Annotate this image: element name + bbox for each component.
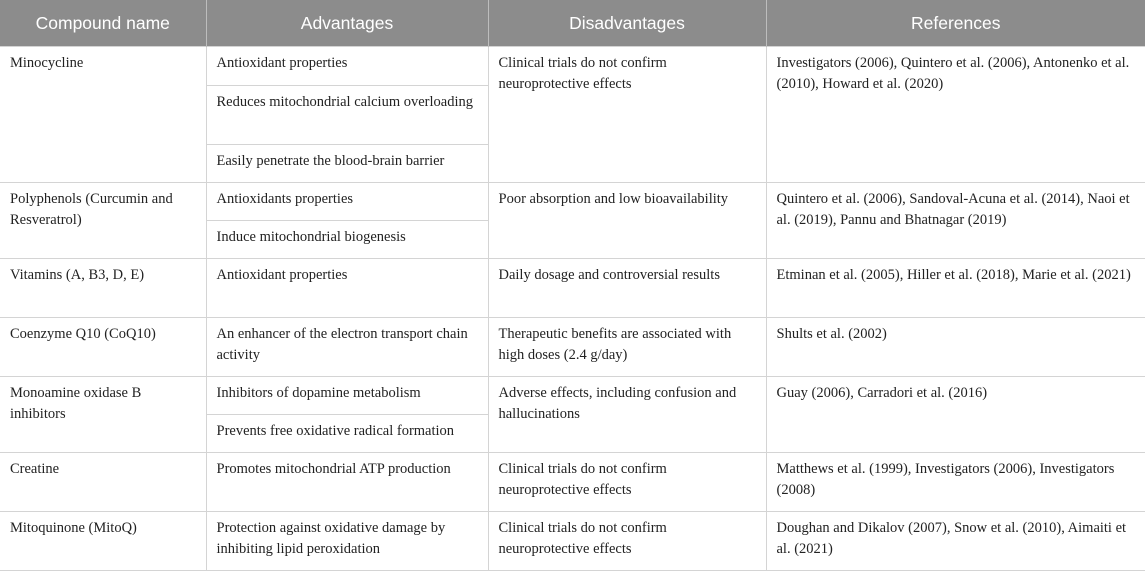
table-row <box>0 183 1145 221</box>
references-cell: Etminan et al. (2005), Hiller et al. (2018), Marie et al. (2021) <box>766 259 1145 318</box>
advantage-cell: Prevents free oxidative radical formation <box>206 415 488 453</box>
compound-cell: Creatine <box>0 453 206 512</box>
disadvantage-cell: Clinical trials do not confirm neuroprotective effects <box>488 512 766 571</box>
table-row <box>0 512 1145 571</box>
header-row <box>0 0 1145 47</box>
references-cell: Doughan and Dikalov (2007), Snow et al. (2010), Aimaiti et al. (2021) <box>766 512 1145 571</box>
table-row <box>0 259 1145 318</box>
compound-cell: Minocycline <box>0 47 206 183</box>
compound-cell: Coenzyme Q10 (CoQ10) <box>0 318 206 377</box>
advantage-cell: Induce mitochondrial biogenesis <box>206 221 488 259</box>
compound-cell: Monoamine oxidase B inhibitors <box>0 377 206 453</box>
compound-cell: Mitoquinone (MitoQ) <box>0 512 206 571</box>
disadvantage-cell: Poor absorption and low bioavailability <box>488 183 766 259</box>
advantage-cell: Promotes mitochondrial ATP production <box>206 453 488 512</box>
advantage-cell: Reduces mitochondrial calcium overloading <box>206 86 488 145</box>
disadvantage-cell: Therapeutic benefits are associated with high doses (2.4 g/day) <box>488 318 766 377</box>
compound-cell: Polyphenols (Curcumin and Resveratrol) <box>0 183 206 259</box>
advantage-cell: Easily penetrate the blood-brain barrier <box>206 145 488 183</box>
advantage-cell: Antioxidant properties <box>206 259 488 318</box>
references-cell: Quintero et al. (2006), Sandoval-Acuna et al. (2014), Naoi et al. (2019), Pannu and Bhatnagar (2019) <box>766 183 1145 259</box>
header-compound-name: Compound name <box>0 0 206 47</box>
header-references: References <box>766 0 1145 47</box>
advantage-cell: Antioxidants properties <box>206 183 488 221</box>
header-advantages: Advantages <box>206 0 488 47</box>
advantage-cell: Inhibitors of dopamine metabolism <box>206 377 488 415</box>
references-cell: Shults et al. (2002) <box>766 318 1145 377</box>
table-row <box>0 318 1145 377</box>
references-cell: Matthews et al. (1999), Investigators (2006), Investigators (2008) <box>766 453 1145 512</box>
disadvantage-cell: Clinical trials do not confirm neuroprotective effects <box>488 453 766 512</box>
table-row <box>0 377 1145 415</box>
advantage-cell: Protection against oxidative damage by inhibiting lipid peroxidation <box>206 512 488 571</box>
disadvantage-cell: Daily dosage and controversial results <box>488 259 766 318</box>
compound-cell: Vitamins (A, B3, D, E) <box>0 259 206 318</box>
header-disadvantages: Disadvantages <box>488 0 766 47</box>
disadvantage-cell: Clinical trials do not confirm neuroprotective effects <box>488 47 766 183</box>
table-row <box>0 453 1145 512</box>
disadvantage-cell: Adverse effects, including confusion and hallucinations <box>488 377 766 453</box>
table-row <box>0 47 1145 86</box>
references-cell: Guay (2006), Carradori et al. (2016) <box>766 377 1145 453</box>
advantage-cell: Antioxidant properties <box>206 47 488 86</box>
advantage-cell: An enhancer of the electron transport chain activity <box>206 318 488 377</box>
references-cell: Investigators (2006), Quintero et al. (2006), Antonenko et al. (2010), Howard et al. (2020) <box>766 47 1145 183</box>
